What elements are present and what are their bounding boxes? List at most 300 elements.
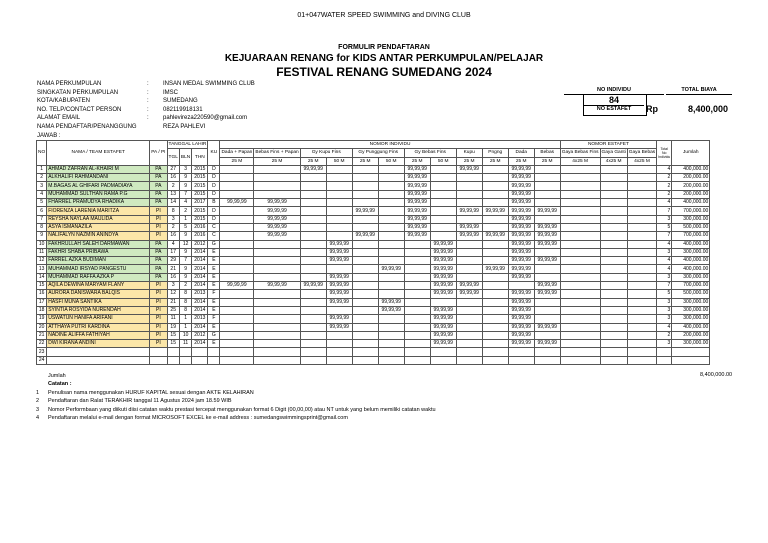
cell-total-no: 2 bbox=[657, 331, 672, 339]
cell-event-time bbox=[254, 265, 300, 273]
cell-no: 20 bbox=[37, 323, 47, 331]
cell-event-time: 99,99,99 bbox=[508, 323, 534, 331]
cell-event-time: 99,99,99 bbox=[378, 306, 404, 314]
cell-event-time bbox=[482, 348, 508, 356]
cell-relay bbox=[560, 257, 600, 265]
header-relay-distance: 4x25 M bbox=[560, 157, 600, 165]
cell-name: NADINE ALIFFA FATHIYAH bbox=[47, 331, 150, 339]
cell-thn: 2015 bbox=[192, 174, 208, 182]
header-tgl: TGL bbox=[167, 149, 179, 166]
cell-event-time: 99,99,99 bbox=[404, 174, 430, 182]
cell-event-time bbox=[220, 215, 254, 223]
cell-event-time bbox=[430, 232, 456, 240]
cell-event-time bbox=[482, 282, 508, 290]
cell-tgl: 15 bbox=[167, 340, 179, 348]
header-row-1 bbox=[37, 141, 710, 149]
cell-event-time bbox=[254, 331, 300, 339]
cell-event-time bbox=[378, 223, 404, 231]
cell-event-time bbox=[456, 306, 482, 314]
cell-event-time bbox=[534, 356, 560, 364]
info-value: INSAN MEDAL SWIMMING CLUB bbox=[163, 81, 255, 87]
cell-tgl: 21 bbox=[167, 298, 179, 306]
cell-event-time bbox=[430, 199, 456, 207]
note-text: Pendaftaran melalui e-mail dengan format MICROSOFT EXCEL ke e-mail address : sumedangswimmingsprint@gmail.com bbox=[48, 414, 348, 421]
cell-relay bbox=[627, 207, 656, 215]
cell-total-no: 7 bbox=[657, 282, 672, 290]
cell-event-time bbox=[378, 257, 404, 265]
cell-event-time bbox=[352, 290, 378, 298]
header-event: Kupu bbox=[456, 149, 482, 157]
cell-bln: 4 bbox=[179, 199, 191, 207]
cell-relay bbox=[600, 174, 627, 182]
cell-event-time: 99,99,99 bbox=[456, 165, 482, 173]
cell-event-time bbox=[378, 340, 404, 348]
cell-gender: PI bbox=[150, 298, 167, 306]
cell-relay bbox=[600, 315, 627, 323]
cell-bln bbox=[179, 356, 191, 364]
cell-relay bbox=[627, 215, 656, 223]
cell-event-time bbox=[254, 257, 300, 265]
table-row bbox=[37, 190, 710, 198]
cell-relay bbox=[627, 257, 656, 265]
cell-bln: 7 bbox=[179, 190, 191, 198]
cell-name: SYINTIA ROSYIDA NURENDAH bbox=[47, 306, 150, 314]
table-row bbox=[37, 356, 710, 364]
cell-ku: G bbox=[208, 240, 220, 248]
cell-event-time: 99,99,99 bbox=[430, 257, 456, 265]
cell-relay bbox=[627, 240, 656, 248]
cell-tgl bbox=[167, 348, 179, 356]
cell-event-time: 99,99,99 bbox=[508, 240, 534, 248]
cell-event-time bbox=[404, 331, 430, 339]
cell-bln: 9 bbox=[179, 182, 191, 190]
cell-event-time bbox=[300, 248, 326, 256]
info-colon: : bbox=[147, 89, 149, 96]
cell-event-time bbox=[378, 348, 404, 356]
cell-ku bbox=[208, 356, 220, 364]
cell-total-no: 2 bbox=[657, 190, 672, 198]
cell-relay bbox=[560, 273, 600, 281]
cell-ku: E bbox=[208, 340, 220, 348]
cell-relay bbox=[560, 290, 600, 298]
cell-event-time bbox=[378, 165, 404, 173]
cell-relay bbox=[600, 348, 627, 356]
cell-relay bbox=[560, 265, 600, 273]
cell-event-time bbox=[534, 273, 560, 281]
note-line bbox=[36, 389, 436, 397]
header-distance: 25 M bbox=[254, 157, 300, 165]
cell-no: 12 bbox=[37, 257, 47, 265]
header-distance: 25 M bbox=[300, 157, 326, 165]
cell-event-time bbox=[430, 215, 456, 223]
cell-name: FIORENZA LARENIA MARITZA bbox=[47, 207, 150, 215]
cell-event-time: 99,99,99 bbox=[430, 240, 456, 248]
table-row bbox=[37, 298, 710, 306]
cell-event-time: 99,99,99 bbox=[430, 340, 456, 348]
header-event: Bebas Fins + Papan bbox=[255, 150, 299, 156]
cell-ku: D bbox=[208, 215, 220, 223]
cell-total-no: 5 bbox=[657, 290, 672, 298]
cell-gender: PA bbox=[150, 182, 167, 190]
cell-name: ALKHALIFI RAHMANDANI bbox=[47, 174, 150, 182]
cell-event-time bbox=[220, 174, 254, 182]
cell-gender bbox=[150, 348, 167, 356]
header-relay-distance: 4x25 M bbox=[627, 157, 656, 165]
cell-total-no: 7 bbox=[657, 207, 672, 215]
table-row bbox=[37, 331, 710, 339]
cell-ku: D bbox=[208, 182, 220, 190]
cell-event-time: 99,99,99 bbox=[508, 223, 534, 231]
cell-event-time: 99,99,99 bbox=[430, 306, 456, 314]
header-relay-event: Gaya Bebas bbox=[628, 150, 656, 156]
cell-bln: 1 bbox=[179, 315, 191, 323]
cell-jumlah: 300,000.00 bbox=[672, 315, 710, 323]
table-row bbox=[37, 340, 710, 348]
cell-event-time bbox=[482, 174, 508, 182]
header-distance: 25 M bbox=[482, 157, 508, 165]
cell-event-time bbox=[456, 248, 482, 256]
cell-event-time bbox=[456, 273, 482, 281]
cell-tgl: 3 bbox=[167, 282, 179, 290]
cell-event-time bbox=[404, 290, 430, 298]
cell-event-time bbox=[378, 207, 404, 215]
cell-name: MUHAMMAD SULTHAN RAMA P.G bbox=[47, 190, 150, 198]
cell-event-time: 99,99,99 bbox=[456, 290, 482, 298]
cell-event-time bbox=[254, 298, 300, 306]
table-row bbox=[37, 174, 710, 182]
header-thn: THN bbox=[192, 149, 208, 166]
cell-bln: 2 bbox=[179, 282, 191, 290]
cell-event-time bbox=[404, 306, 430, 314]
info-colon: : bbox=[147, 115, 149, 122]
cell-name: FARREL AZKA BUDIMAN bbox=[47, 257, 150, 265]
cell-relay bbox=[560, 232, 600, 240]
cell-event-time: 99,99,99 bbox=[508, 248, 534, 256]
cell-event-time: 99,99,99 bbox=[430, 331, 456, 339]
cell-event-time bbox=[378, 248, 404, 256]
cell-jumlah: 400,000.00 bbox=[672, 165, 710, 173]
cell-event-time bbox=[352, 223, 378, 231]
cell-ku: F bbox=[208, 290, 220, 298]
header-distance: 50 M bbox=[430, 157, 456, 165]
cell-relay bbox=[560, 323, 600, 331]
cell-event-time bbox=[456, 199, 482, 207]
header-nama: NAMA / TEAM ESTAFET bbox=[47, 141, 150, 166]
cell-event-time: 99,99,99 bbox=[508, 290, 534, 298]
cell-event-time bbox=[404, 340, 430, 348]
cell-no: 1 bbox=[37, 165, 47, 173]
cell-event-time bbox=[456, 174, 482, 182]
cell-event-time bbox=[300, 356, 326, 364]
cell-event-time bbox=[300, 331, 326, 339]
cell-event-time: 99,99,99 bbox=[254, 232, 300, 240]
cell-no: 7 bbox=[37, 215, 47, 223]
cell-event-time: 99,99,99 bbox=[430, 282, 456, 290]
cell-event-time bbox=[220, 340, 254, 348]
cell-event-time bbox=[300, 306, 326, 314]
cell-no: 8 bbox=[37, 223, 47, 231]
header-total-no: Total No Individu bbox=[657, 141, 672, 166]
cell-event-time bbox=[326, 182, 352, 190]
cell-tgl: 27 bbox=[167, 165, 179, 173]
cell-event-time: 99,99,99 bbox=[404, 182, 430, 190]
cell-relay bbox=[627, 199, 656, 207]
cell-relay bbox=[560, 199, 600, 207]
cell-thn: 2014 bbox=[192, 340, 208, 348]
cell-event-time bbox=[482, 331, 508, 339]
no-individu-label: NO INDIVIDU bbox=[564, 86, 664, 95]
cell-event-time: 99,99,99 bbox=[404, 232, 430, 240]
cell-event-time: 99,99,99 bbox=[430, 265, 456, 273]
cell-tgl: 8 bbox=[167, 207, 179, 215]
table-row bbox=[37, 323, 710, 331]
cell-name: M.BAGAS AL GHIFARI PADMADIAYA bbox=[47, 182, 150, 190]
cell-event-time bbox=[326, 199, 352, 207]
cell-relay bbox=[600, 306, 627, 314]
cell-tgl: 16 bbox=[167, 273, 179, 281]
cell-event-time: 99,99,99 bbox=[404, 190, 430, 198]
table-row bbox=[37, 182, 710, 190]
cell-event-time bbox=[220, 240, 254, 248]
cell-event-time: 99,99,99 bbox=[482, 265, 508, 273]
cell-thn: 2013 bbox=[192, 290, 208, 298]
header-distance: 25 M bbox=[456, 157, 482, 165]
cell-event-time bbox=[482, 215, 508, 223]
cell-event-time bbox=[300, 257, 326, 265]
cell-gender: PI bbox=[150, 306, 167, 314]
cell-event-time bbox=[220, 257, 254, 265]
cell-bln: 8 bbox=[179, 306, 191, 314]
header-ku: KU bbox=[208, 141, 220, 166]
cell-jumlah: 400,000.00 bbox=[672, 257, 710, 265]
cell-event-time bbox=[378, 174, 404, 182]
cell-relay bbox=[560, 348, 600, 356]
festival-title: FESTIVAL RENANG SUMEDANG 2024 bbox=[276, 65, 492, 79]
header-distance: 25 M bbox=[404, 157, 430, 165]
cell-ku: E bbox=[208, 306, 220, 314]
cell-ku: D bbox=[208, 165, 220, 173]
cell-event-time bbox=[220, 356, 254, 364]
cell-event-time: 99,99,99 bbox=[430, 290, 456, 298]
cell-gender: PI bbox=[150, 207, 167, 215]
cell-event-time bbox=[378, 282, 404, 290]
cell-event-time bbox=[220, 331, 254, 339]
cell-relay bbox=[560, 331, 600, 339]
cell-jumlah: 400,000.00 bbox=[672, 199, 710, 207]
cell-event-time bbox=[534, 165, 560, 173]
form-title: FORMULIR PENDAFTARAN bbox=[338, 44, 430, 51]
cell-no: 4 bbox=[37, 190, 47, 198]
cell-event-time bbox=[430, 223, 456, 231]
cell-relay bbox=[627, 165, 656, 173]
cell-gender: PI bbox=[150, 323, 167, 331]
cell-total-no bbox=[657, 356, 672, 364]
cell-tgl: 11 bbox=[167, 315, 179, 323]
cell-event-time: 99,99,99 bbox=[430, 248, 456, 256]
cell-event-time bbox=[352, 165, 378, 173]
cell-jumlah: 300,000.00 bbox=[672, 340, 710, 348]
cell-event-time bbox=[326, 348, 352, 356]
cell-event-time bbox=[456, 257, 482, 265]
cell-relay bbox=[600, 282, 627, 290]
cell-jumlah bbox=[672, 356, 710, 364]
cell-tgl: 21 bbox=[167, 265, 179, 273]
cell-event-time bbox=[352, 215, 378, 223]
cell-thn: 2016 bbox=[192, 232, 208, 240]
cell-event-time bbox=[404, 348, 430, 356]
cell-relay bbox=[600, 223, 627, 231]
header-event: Dada + Papan bbox=[221, 150, 253, 156]
cell-event-time: 99,99,99 bbox=[508, 257, 534, 265]
cell-thn: 2014 bbox=[192, 248, 208, 256]
cell-event-time: 99,99,99 bbox=[508, 315, 534, 323]
cell-thn: 2014 bbox=[192, 306, 208, 314]
cell-bln: 8 bbox=[179, 298, 191, 306]
cell-gender: PA bbox=[150, 257, 167, 265]
cell-event-time: 99,99,99 bbox=[534, 240, 560, 248]
cell-bln: 10 bbox=[179, 331, 191, 339]
cell-event-time: 99,99,99 bbox=[508, 182, 534, 190]
cell-tgl: 17 bbox=[167, 248, 179, 256]
cell-event-time bbox=[220, 290, 254, 298]
header-distance: 50 M bbox=[378, 157, 404, 165]
note-line bbox=[36, 397, 436, 405]
cell-relay bbox=[627, 248, 656, 256]
cell-relay bbox=[560, 182, 600, 190]
cell-tgl: 2 bbox=[167, 182, 179, 190]
cell-no: 17 bbox=[37, 298, 47, 306]
cell-no: 10 bbox=[37, 240, 47, 248]
cell-event-time bbox=[534, 199, 560, 207]
cell-jumlah: 400,000.00 bbox=[672, 240, 710, 248]
cell-event-time bbox=[456, 356, 482, 364]
cell-event-time bbox=[456, 348, 482, 356]
cell-ku: F bbox=[208, 315, 220, 323]
cell-event-time: 99,99,99 bbox=[326, 290, 352, 298]
cell-tgl bbox=[167, 356, 179, 364]
cell-gender: PA bbox=[150, 273, 167, 281]
cell-thn: 2015 bbox=[192, 165, 208, 173]
cell-jumlah: 300,000.00 bbox=[672, 306, 710, 314]
cell-no: 18 bbox=[37, 306, 47, 314]
header-event: Dada bbox=[508, 149, 534, 157]
cell-name: HASFI MUNA SANTIKA bbox=[47, 298, 150, 306]
cell-event-time bbox=[456, 265, 482, 273]
cell-event-time bbox=[534, 248, 560, 256]
note-text: Penulisan nama menggunakan HURUF KAPITAL sesuai dengan AKTE KELAHIRAN bbox=[48, 389, 254, 396]
cell-event-time bbox=[300, 232, 326, 240]
cell-event-time bbox=[220, 323, 254, 331]
cell-event-time bbox=[254, 248, 300, 256]
info-row bbox=[37, 97, 255, 106]
cell-event-time bbox=[300, 174, 326, 182]
cell-jumlah: 200,000.00 bbox=[672, 174, 710, 182]
cell-no: 11 bbox=[37, 248, 47, 256]
cell-event-time bbox=[220, 348, 254, 356]
cell-event-time: 99,99,99 bbox=[326, 273, 352, 281]
cell-event-time bbox=[378, 315, 404, 323]
cell-name: FAKHRI SHABA PRIBAWA bbox=[47, 248, 150, 256]
header-distance: 25 M bbox=[220, 157, 254, 165]
cell-event-time bbox=[300, 199, 326, 207]
header-relay-distance: 4x25 M bbox=[600, 157, 627, 165]
cell-event-time bbox=[482, 248, 508, 256]
cell-event-time bbox=[430, 174, 456, 182]
cell-event-time: 99,99,99 bbox=[456, 232, 482, 240]
cell-event-time: 99,99,99 bbox=[482, 207, 508, 215]
cell-relay bbox=[560, 223, 600, 231]
cell-no: 13 bbox=[37, 265, 47, 273]
cell-event-time bbox=[456, 331, 482, 339]
header-distance: 25 M bbox=[508, 157, 534, 165]
cell-name bbox=[47, 356, 150, 364]
cell-event-time bbox=[456, 215, 482, 223]
cell-thn: 2014 bbox=[192, 282, 208, 290]
cell-event-time bbox=[430, 165, 456, 173]
header-tanggal-lahir: TANGGAL LAHIR bbox=[168, 142, 207, 148]
cell-event-time bbox=[220, 182, 254, 190]
cell-relay bbox=[600, 273, 627, 281]
cell-event-time bbox=[326, 331, 352, 339]
cell-relay bbox=[627, 174, 656, 182]
cell-event-time bbox=[352, 182, 378, 190]
cell-gender: PI bbox=[150, 331, 167, 339]
info-label: SINGKATAN PERKUMPULAN bbox=[37, 89, 119, 96]
cell-event-time: 99,99,99 bbox=[430, 273, 456, 281]
note-text: Nomor Performbaan yang diikuti diisi catatan waktu prestasi tercepat menggunakan format 6 Digit (00,00,00) atau NT untuk yang belum memiliki catatan waktu bbox=[48, 406, 436, 413]
cell-event-time bbox=[352, 331, 378, 339]
cell-event-time: 99,99,99 bbox=[404, 223, 430, 231]
cell-event-time bbox=[220, 248, 254, 256]
cell-event-time: 99,99,99 bbox=[456, 282, 482, 290]
cell-event-time bbox=[220, 315, 254, 323]
cell-event-time bbox=[300, 323, 326, 331]
cell-event-time bbox=[430, 298, 456, 306]
header-event: Bebas bbox=[534, 149, 560, 157]
cell-event-time bbox=[220, 273, 254, 281]
cell-event-time bbox=[300, 240, 326, 248]
cell-gender: PI bbox=[150, 290, 167, 298]
cell-event-time bbox=[300, 298, 326, 306]
info-label: ALAMAT EMAIL bbox=[37, 115, 81, 122]
table-row bbox=[37, 282, 710, 290]
cell-event-time bbox=[456, 315, 482, 323]
cell-event-time bbox=[220, 265, 254, 273]
cell-ku: E bbox=[208, 257, 220, 265]
cell-event-time bbox=[352, 257, 378, 265]
cell-relay bbox=[560, 306, 600, 314]
cell-event-time bbox=[378, 356, 404, 364]
cell-event-time bbox=[326, 215, 352, 223]
cell-event-time bbox=[534, 315, 560, 323]
cell-event-time bbox=[220, 306, 254, 314]
cell-event-time bbox=[326, 265, 352, 273]
cell-event-time bbox=[300, 315, 326, 323]
cell-event-time bbox=[378, 199, 404, 207]
cell-event-time bbox=[300, 190, 326, 198]
cell-total-no: 3 bbox=[657, 248, 672, 256]
cell-jumlah: 200,000.00 bbox=[672, 190, 710, 198]
cell-event-time bbox=[378, 331, 404, 339]
cell-gender: PI bbox=[150, 315, 167, 323]
cell-name bbox=[47, 348, 150, 356]
table-row bbox=[37, 257, 710, 265]
cell-event-time bbox=[534, 174, 560, 182]
cell-event-time: 99,99,99 bbox=[534, 323, 560, 331]
cell-thn: 2014 bbox=[192, 265, 208, 273]
catatan-label: Catatan : bbox=[48, 381, 72, 388]
grand-total: 8,400,000.00 bbox=[700, 372, 733, 378]
